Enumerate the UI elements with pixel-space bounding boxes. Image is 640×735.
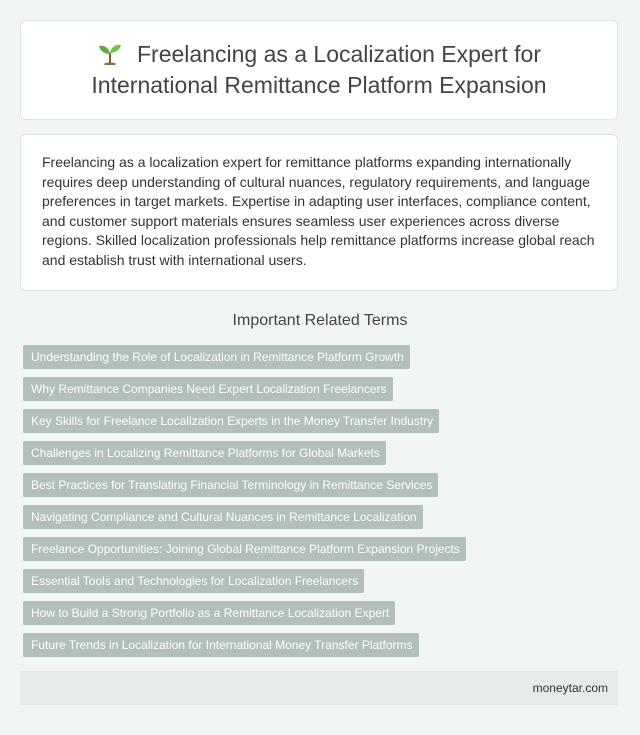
- footer: [20, 671, 618, 705]
- related-terms-heading: Important Related Terms: [232, 312, 408, 329]
- related-term-tag[interactable]: Freelance Opportunities: Joining Global Remittance Platform Expansion Projects: [23, 537, 466, 561]
- related-term-tag[interactable]: How to Build a Strong Portfolio as a Remittance Localization Expert: [23, 601, 395, 625]
- related-term-tag[interactable]: Best Practices for Translating Financial Terminology in Remittance Services: [23, 473, 438, 497]
- related-term-tag[interactable]: Key Skills for Freelance Localization Experts in the Money Transfer Industry: [23, 409, 439, 433]
- related-term-tag[interactable]: Why Remittance Companies Need Expert Localization Freelancers: [23, 377, 393, 401]
- intro-text: Freelancing as a localization expert for remittance platforms expanding internationally requires deep understanding of cultural nuances, regulatory requirements, and language preferences in target markets. Expertise in adapting user interfaces, compliance content, and customer support materials ensures seamless user experiences across diverse regions. Skilled localization professionals help remittance platforms increase global reach and establish trust with international users.: [42, 154, 595, 268]
- footer-site-link[interactable]: moneytar.com: [532, 681, 608, 695]
- related-term-tag[interactable]: Future Trends in Localization for International Money Transfer Platforms: [23, 633, 419, 657]
- seedling-icon: [97, 41, 123, 65]
- intro-card: [20, 134, 618, 291]
- page-title: [21, 39, 617, 101]
- page-title-text: Freelancing as a Localization Expert for International Remittance Platform Expansion: [91, 41, 547, 98]
- related-term-tag[interactable]: Challenges in Localizing Remittance Platforms for Global Markets: [23, 441, 386, 465]
- related-term-tag[interactable]: Navigating Compliance and Cultural Nuances in Remittance Localization: [23, 505, 423, 529]
- related-terms-list: [23, 345, 617, 665]
- related-term-tag[interactable]: Essential Tools and Technologies for Localization Freelancers: [23, 569, 364, 593]
- related-term-tag[interactable]: Understanding the Role of Localization in Remittance Platform Growth: [23, 345, 410, 369]
- title-card: [20, 20, 618, 120]
